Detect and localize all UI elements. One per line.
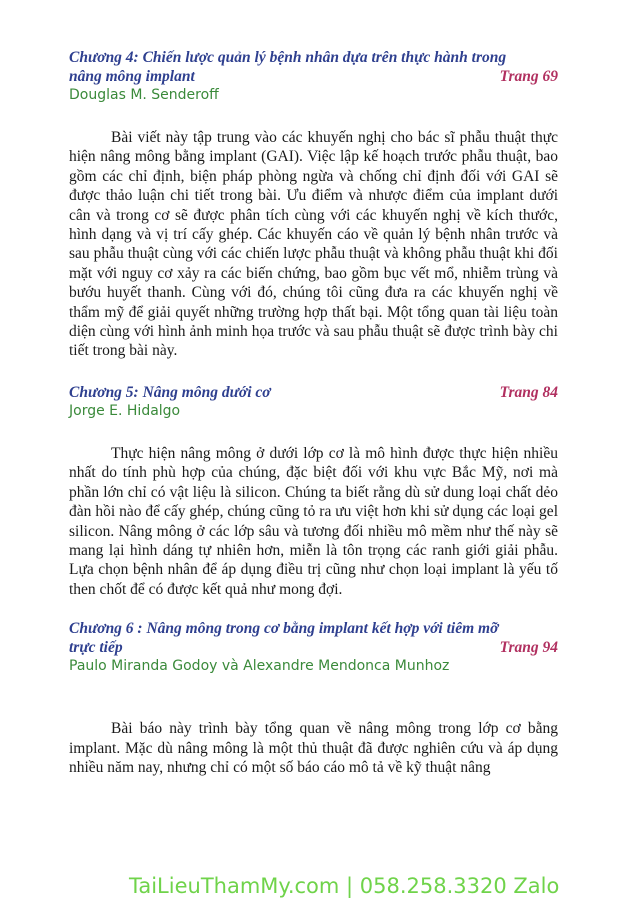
chapter-4 bbox=[69, 48, 558, 361]
chapter-abstract: Bài viết này tập trung vào các khuyến nghị cho bác sĩ phẫu thuật thực hiện nâng mông bằng implant (GAI). Việc lập kế hoạch trước phẫu thuật, bao gồm các chỉ định, biện pháp phòng ngừa và chống chỉ định đối với GAI sẽ được thảo luận chi tiết trong bài. Ưu điểm và nhược điểm của implant dưới cân và trong cơ sẽ được phân tích cùng với các khuyến nghị về kích thước, hình dạng và vị trí cấy ghép. Các khuyến cáo về quản lý bệnh nhân trước và sau phẫu thuật cùng với các chiến lược phẫu thuật và không phẫu thuật khi đối mặt với nguy cơ xảy ra các biến chứng, bao gồm bục vết mổ, nhiễm trùng và bướu huyết thanh. Cùng với đó, chúng tôi cũng đưa ra các khuyến nghị về thẩm mỹ để giải quyết những trường hợp thất bại. Một tổng quan tài liệu toàn diện cùng với hình ảnh minh họa trước và sau phẫu thuật sẽ được trình bày chi tiết trong bài này. bbox=[69, 129, 558, 360]
chapter-title bbox=[69, 383, 558, 402]
chapter-6 bbox=[69, 619, 558, 777]
chapter-title-line2: trực tiếp bbox=[69, 639, 123, 657]
chapter-title bbox=[69, 619, 558, 657]
chapter-title-line1: Chương 5: Nâng mông dưới cơ bbox=[69, 383, 271, 401]
chapter-abstract: Thực hiện nâng mông ở dưới lớp cơ là mô hình được thực hiện nhiều nhất do tính phù hợp của chúng, đặc biệt đối với khu vực Bắc Mỹ, nơi mà phần lớn chỉ có vật liệu là silicon. Chúng ta biết rằng dù sử dung loại chất dẻo đàn hồi nào để cấy ghép, chúng cũng tỏ ra ưu việt hơn khi sử dụng các loại gel silicon. Nâng mông ở các lớp sâu và tương đối nhiều mô mềm như thế này sẽ mang lại hình dáng tự nhiên hơn, miễn là tôn trọng các ranh giới giải phẫu. Lựa chọn bệnh nhân để áp dụng điều trị cũng như chọn loại implant là yếu tố then chốt để có được kết quả như mong đợi. bbox=[69, 444, 558, 598]
chapter-5 bbox=[69, 383, 558, 599]
chapter-author: Douglas M. Senderoff bbox=[69, 87, 219, 103]
chapter-title bbox=[69, 48, 558, 86]
chapter-page-number: Trang 69 bbox=[499, 68, 558, 85]
chapter-page-number: Trang 94 bbox=[499, 639, 558, 657]
chapter-author: Paulo Miranda Godoy và Alexandre Mendonca Munhoz bbox=[69, 658, 450, 675]
chapter-author: Jorge E. Hidalgo bbox=[69, 402, 181, 419]
document-page bbox=[69, 48, 558, 777]
chapter-title-line2: nâng mông implant bbox=[69, 68, 195, 85]
chapter-page-number: Trang 84 bbox=[499, 383, 558, 401]
chapter-title-line1: Chương 4: Chiến lược quản lý bệnh nhân dựa trên thực hành trong bbox=[69, 49, 507, 66]
chapter-title-line1: Chương 6 : Nâng mông trong cơ bằng implant kết hợp với tiêm mỡ bbox=[69, 620, 499, 638]
footer-watermark: TaiLieuThamMy.com | 058.258.3320 Zalo bbox=[129, 874, 560, 898]
chapter-abstract: Bài báo này trình bày tổng quan về nâng mông trong lớp cơ bằng implant. Mặc dù nâng mông là một thủ thuật đã được nghiên cứu và áp dụng nhiều năm nay, nhưng chỉ có một số báo cáo mô tả về kỹ thuật nâng bbox=[69, 720, 558, 776]
